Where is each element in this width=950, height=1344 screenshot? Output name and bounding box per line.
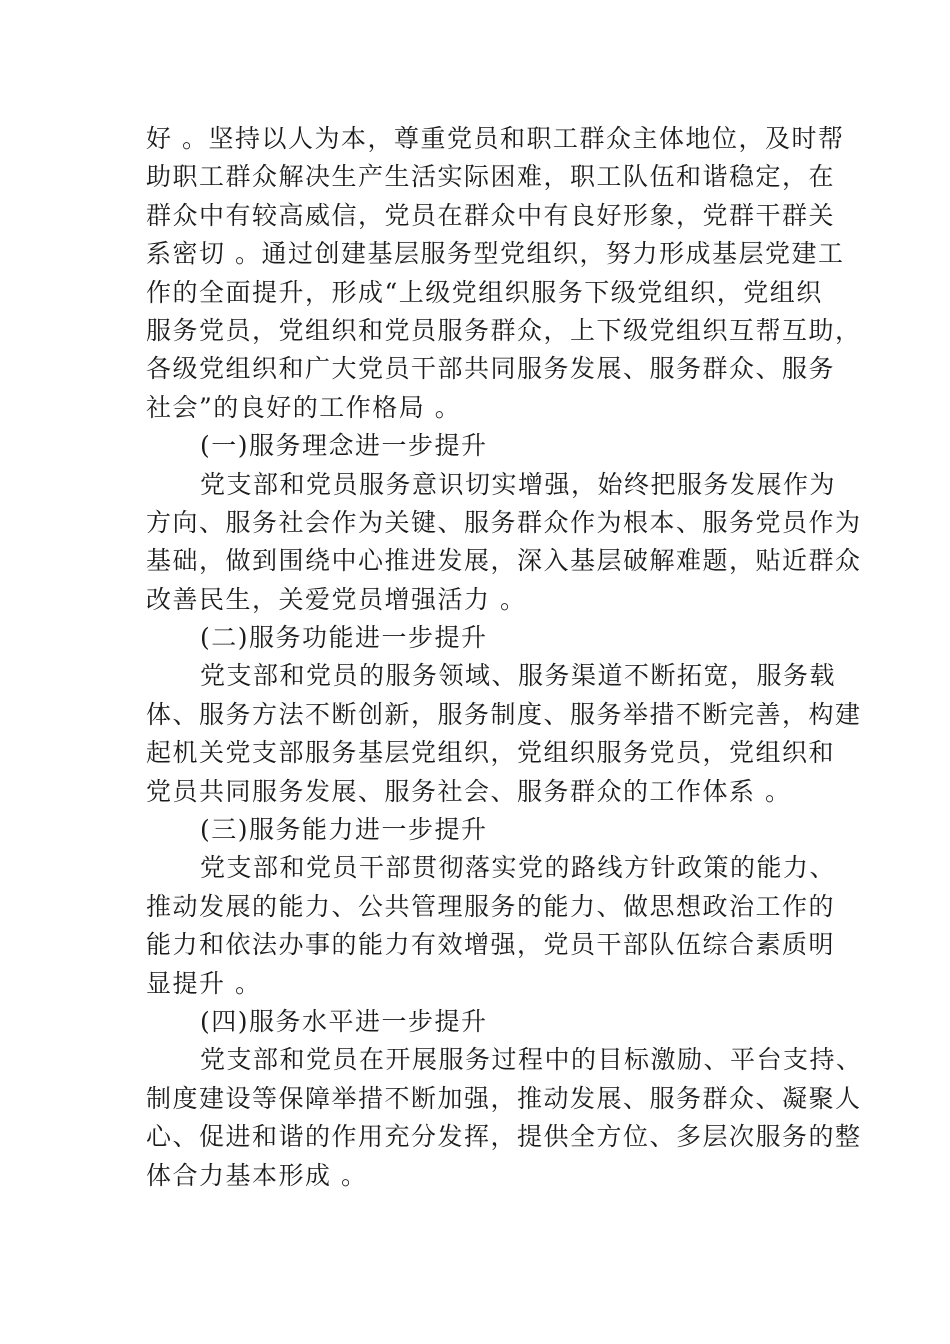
section-heading: (三)服务能力进一步提升 [200,815,488,845]
text-line: 作的全面提升，形成“上级党组织服务下级党组织，党组织 [146,277,823,307]
text-line: 制度建设等保障举措不断加强，推动发展、服务群众、凝聚人 [146,1083,862,1113]
text-line: 基础，做到围绕中心推进发展，深入基层破解难题，贴近群众 [146,546,862,576]
text-line: 党员共同服务发展、服务社会、服务群众的工作体系 。 [146,776,792,806]
text-line: 改善民生，关爱党员增强活力 。 [146,584,527,614]
text-line: 党支部和党员服务意识切实增强，始终把服务发展作为 [200,469,837,499]
text-line: 党支部和党员在开展服务过程中的目标激励、平台支持、 [200,1045,863,1075]
section-heading: (一)服务理念进一步提升 [200,431,488,461]
text-line: 显提升 。 [146,968,262,998]
text-line: 体、服务方法不断创新，服务制度、服务举措不断完善，构建 [146,699,862,729]
text-line: 社会”的良好的工作格局 。 [146,392,462,422]
text-line: 方向、服务社会作为关键、服务群众作为根本、服务党员作为 [146,507,862,537]
text-line: 起机关党支部服务基层党组织，党组织服务党员，党组织和 [146,738,836,768]
text-line: 各级党组织和广大党员干部共同服务发展、服务群众、服务 [146,354,836,384]
text-line: 心、促进和谐的作用充分发挥，提供全方位、多层次服务的整 [146,1122,862,1152]
text-line: 党支部和党员的服务领域、服务渠道不断拓宽，服务载 [200,661,837,691]
document-body [146,120,863,1195]
text-line: 推动发展的能力、公共管理服务的能力、做思想政治工作的 [146,891,836,921]
text-line: 体合力基本形成 。 [146,1160,368,1190]
text-line: 能力和依法办事的能力有效增强，党员干部队伍综合素质明 [146,930,836,960]
text-line: 助职工群众解决生产生活实际困难，职工队伍和谐稳定，在 [146,162,836,192]
section-heading: (二)服务功能进一步提升 [200,623,488,653]
text-line: 党支部和党员干部贯彻落实党的路线方针政策的能力、 [200,853,837,883]
text-line: 系密切 。通过创建基层服务型党组织，努力形成基层党建工 [146,239,845,269]
text-line: 服务党员，党组织和党员服务群众，上下级党组织互帮互助， [146,315,862,345]
text-line: 群众中有较高威信，党员在群众中有良好形象，党群干群关 [146,200,836,230]
text-line: 好 。坚持以人为本，尊重党员和职工群众主体地位，及时帮 [146,124,845,153]
section-heading: (四)服务水平进一步提升 [200,1006,488,1036]
